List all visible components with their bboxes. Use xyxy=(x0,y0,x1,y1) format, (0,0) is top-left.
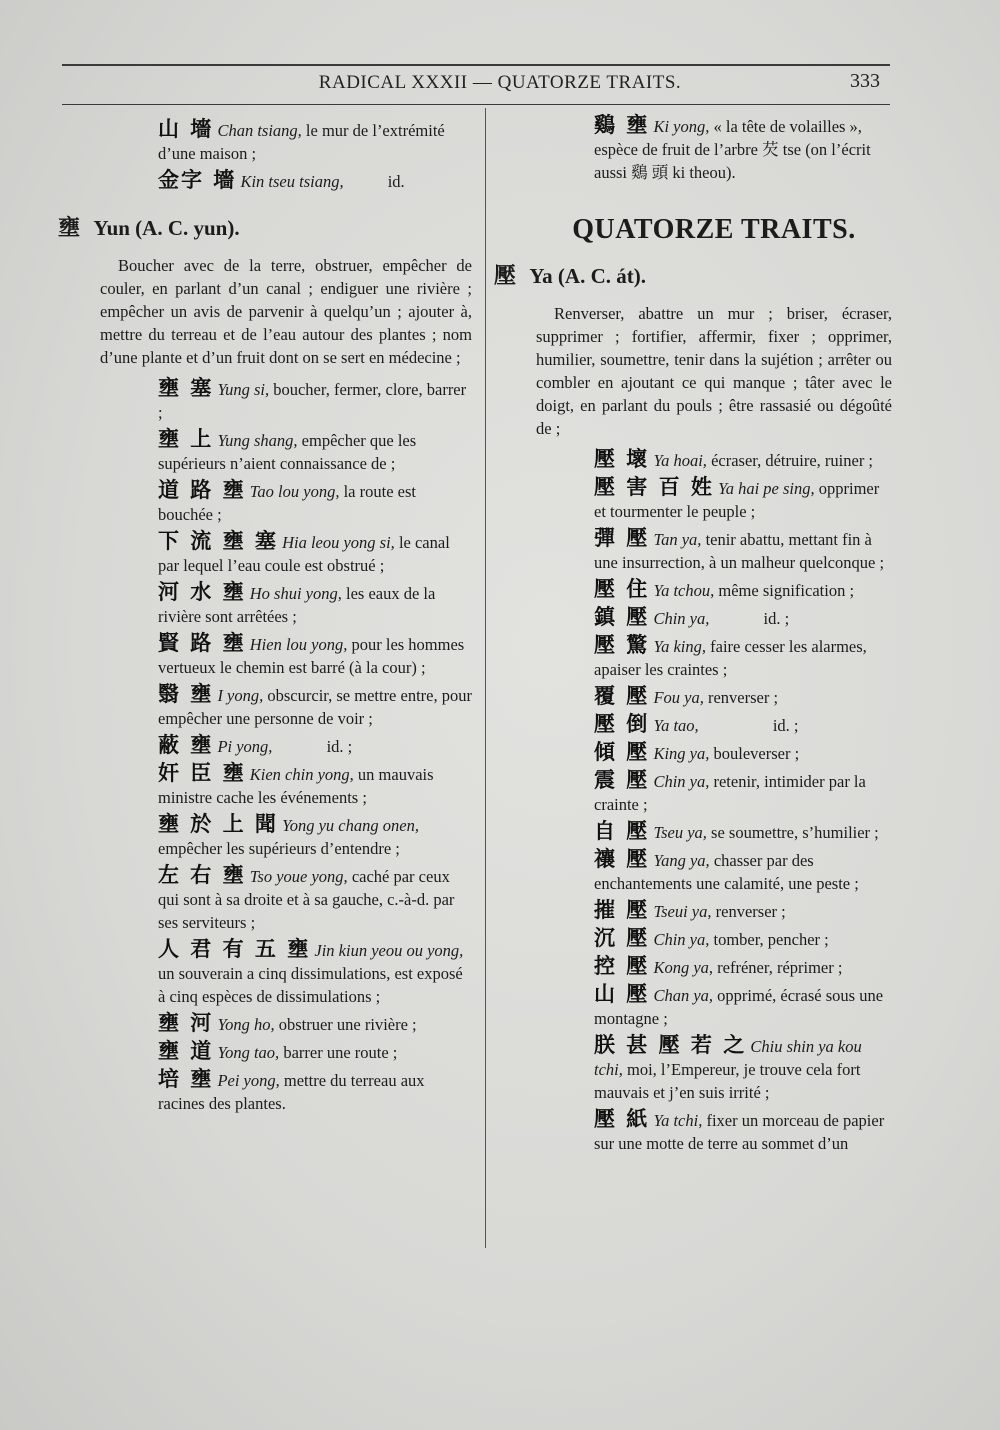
dictionary-entry xyxy=(100,938,472,1008)
dictionary-entry xyxy=(100,632,472,679)
dictionary-entry xyxy=(100,377,472,424)
entry-meaning: id. ; xyxy=(763,609,790,628)
headword-definition: Renverser, abattre un mur ; briser, écraser, supprimer ; fortifier, affermir, fixer ; opprimer, humilier, soumettre, tenir dans la sujétion ; arrêter ou combler en ajoutant ce qui manque ; tâter avec le doigt, en parlant du pouls ; être rassasié ou dégoûté de ; xyxy=(536,304,892,438)
dictionary-entry xyxy=(100,1012,472,1036)
entry-romanization: Chin ya, xyxy=(653,930,710,949)
entry-romanization: Kong ya, xyxy=(653,958,714,977)
entry-chinese: 賢 路 壅 xyxy=(158,631,246,655)
entry-meaning: refréner, réprimer ; xyxy=(717,958,843,977)
entry-romanization: Ki yong, xyxy=(653,117,710,136)
entry-chinese: 山 壓 xyxy=(594,982,650,1006)
entry-meaning: id. ; xyxy=(772,716,799,735)
dictionary-entry xyxy=(100,1068,472,1115)
entry-romanization: Ya tchou, xyxy=(653,581,715,600)
dictionary-entry xyxy=(100,734,472,758)
entry-chinese: 壓 紙 xyxy=(594,1107,650,1131)
entry-chinese: 傾 壓 xyxy=(594,740,650,764)
dictionary-entry xyxy=(100,813,472,860)
dictionary-entry xyxy=(536,741,892,765)
dictionary-entry xyxy=(100,762,472,809)
entry-romanization: Tao lou yong, xyxy=(249,482,340,501)
entry-chinese: 鎮 壓 xyxy=(594,605,650,629)
entry-romanization: Chin ya, xyxy=(653,772,710,791)
entry-romanization: Yung shang, xyxy=(217,431,298,450)
entry-meaning: retenir, intimider par la crainte ; xyxy=(594,772,866,814)
entry-chinese: 壓 壞 xyxy=(594,447,650,471)
headword-text: Yun (A. C. yun). xyxy=(93,216,240,240)
entry-meaning: faire cesser les alarmes, apaiser les craintes ; xyxy=(594,637,867,679)
entry-chinese: 壓 住 xyxy=(594,577,650,601)
dictionary-entry xyxy=(536,769,892,816)
entry-meaning: un mauvais ministre cache les événements ; xyxy=(158,765,434,807)
dictionary-entry xyxy=(536,713,892,737)
entry-romanization: Yong ho, xyxy=(217,1015,275,1034)
dictionary-entry xyxy=(536,983,892,1030)
entry-meaning: obstruer une rivière ; xyxy=(278,1015,417,1034)
entry-meaning: le mur de l’extrémité d’une maison ; xyxy=(158,121,445,163)
entry-chinese: 鷄 壅 xyxy=(594,113,650,137)
entry-meaning: même signification ; xyxy=(718,581,855,600)
entry-meaning: renverser ; xyxy=(707,688,779,707)
entry-meaning: renverser ; xyxy=(715,902,786,921)
dictionary-entry xyxy=(536,578,892,602)
entry-romanization: Tseu ya, xyxy=(653,823,707,842)
entry-chinese: 下 流 壅 塞 xyxy=(158,529,278,553)
entry-chinese: 壅 道 xyxy=(158,1039,214,1063)
dictionary-entry xyxy=(536,685,892,709)
entry-chinese: 摧 壓 xyxy=(594,898,650,922)
entry-chinese: 山 墻 xyxy=(158,117,214,141)
entry-meaning: empêcher les supérieurs d’entendre ; xyxy=(158,839,400,858)
entry-romanization: Ya hoai, xyxy=(653,451,707,470)
dictionary-entry xyxy=(100,530,472,577)
entry-meaning: empêcher que les supérieurs n’aient connaissance de ; xyxy=(158,431,417,473)
entry-romanization: Tso youe yong, xyxy=(249,867,348,886)
entry-meaning: caché par ceux qui sont à sa droite et à sa gauche, c.-à-d. par ses serviteurs ; xyxy=(158,867,455,932)
dictionary-entry xyxy=(100,1040,472,1064)
entry-chinese: 壓 倒 xyxy=(594,712,650,736)
entry-romanization: Chin ya, xyxy=(653,609,710,628)
entry-romanization: Ya tao, xyxy=(653,716,699,735)
entry-chinese: 壅 上 xyxy=(158,427,214,451)
entry-chinese: 震 壓 xyxy=(594,768,650,792)
entry-chinese: 人 君 有 五 壅 xyxy=(158,937,311,961)
entry-romanization: Pi yong, xyxy=(217,737,273,756)
entry-meaning: pour les hommes vertueux le chemin est barré (à la cour) ; xyxy=(158,635,465,677)
entry-meaning: chasser par des enchantements une calamité, une peste ; xyxy=(594,851,859,893)
right-column xyxy=(494,113,892,1159)
entry-romanization: Jin kiun yeou ou yong, xyxy=(314,941,464,960)
header-rule-top xyxy=(62,64,890,66)
entry-meaning: tenir abattu, mettant fin à une insurrection, à un malheur quelconque ; xyxy=(594,530,885,572)
entry-romanization: Ya tchi, xyxy=(653,1111,703,1130)
section-title: QUATORZE TRAITS. xyxy=(572,214,856,245)
dictionary-entry xyxy=(100,864,472,934)
entry-meaning: fixer un morceau de papier sur une motte de terre au sommet d’un xyxy=(594,1111,885,1153)
dictionary-entry xyxy=(100,169,472,193)
entry-romanization: Tseui ya, xyxy=(653,902,712,921)
entry-romanization: Hien lou yong, xyxy=(249,635,348,654)
headword-text: Ya (A. C. át). xyxy=(529,264,646,288)
entry-romanization: Pei yong, xyxy=(217,1071,280,1090)
entry-chinese: 左 右 壅 xyxy=(158,863,246,887)
entry-chinese: 金字 墻 xyxy=(158,168,237,192)
dictionary-entry xyxy=(536,848,892,895)
entry-romanization: Hia leou yong si, xyxy=(282,533,395,552)
left-column xyxy=(58,117,472,1119)
entry-romanization: Ho shui yong, xyxy=(249,584,342,603)
dictionary-entry xyxy=(536,606,892,630)
headword-chinese: 壅 xyxy=(58,216,81,241)
headword xyxy=(58,217,472,240)
entry-chinese: 控 壓 xyxy=(594,954,650,978)
entry-meaning: le canal par lequel l’eau coule est obstrué ; xyxy=(158,533,450,575)
entry-romanization: Chan tsiang, xyxy=(217,121,302,140)
entry-meaning: un souverain a cinq dissimulations, est exposé à cinq espèces de dissimulations ; xyxy=(158,964,463,1006)
entry-meaning: barrer une route ; xyxy=(283,1043,398,1062)
entry-chinese: 彈 壓 xyxy=(594,526,650,550)
dictionary-entry xyxy=(536,448,892,472)
entry-meaning: id. ; xyxy=(326,737,353,756)
entry-romanization: Yong tao, xyxy=(217,1043,280,1062)
dictionary-entry xyxy=(536,114,892,184)
dictionary-entry xyxy=(100,581,472,628)
entry-romanization: Kien chin yong, xyxy=(249,765,354,784)
entry-romanization: Chan ya, xyxy=(653,986,714,1005)
entry-chinese: 翳 壅 xyxy=(158,682,214,706)
headword-definition: Boucher avec de la terre, obstruer, empêcher de couler, en parlant d’un canal ; endiguer une rivière ; empêcher un avis de parvenir à quelqu’un ; ajouter à, mettre du terreau et de l’eau autour des plantes ; nom d’une plante et d’un fruit dont on se sert en médecine ; xyxy=(100,256,472,367)
entry-romanization: I yong, xyxy=(217,686,264,705)
entry-meaning: moi, l’Empereur, je trouve cela fort mauvais et j’en suis irrité ; xyxy=(594,1060,861,1102)
entry-romanization: Ya king, xyxy=(653,637,707,656)
entry-chinese: 蔽 壅 xyxy=(158,733,214,757)
entry-meaning: les eaux de la rivière sont arrêtées ; xyxy=(158,584,436,626)
entry-meaning: tomber, pencher ; xyxy=(713,930,829,949)
entry-chinese: 奸 臣 壅 xyxy=(158,761,246,785)
entry-chinese: 自 壓 xyxy=(594,819,650,843)
entry-meaning: mettre du terreau aux racines des plantes. xyxy=(158,1071,425,1113)
dictionary-entry xyxy=(536,899,892,923)
page-number: 333 xyxy=(850,70,880,92)
entry-meaning: id. xyxy=(387,172,405,191)
entry-romanization: Yang ya, xyxy=(653,851,710,870)
running-header: RADICAL XXXII — QUATORZE TRAITS. xyxy=(318,72,682,93)
entry-chinese: 壅 於 上 聞 xyxy=(158,812,278,836)
headword-chinese: 壓 xyxy=(494,264,517,289)
dictionary-entry xyxy=(536,1108,892,1155)
dictionary-entry xyxy=(536,955,892,979)
dictionary-entry xyxy=(100,683,472,730)
entry-meaning: bouleverser ; xyxy=(713,744,800,763)
entry-romanization: Yung si, xyxy=(217,380,270,399)
entry-chinese: 壅 河 xyxy=(158,1011,214,1035)
entry-meaning: boucher, fermer, clore, barrer ; xyxy=(158,380,467,422)
dictionary-entry xyxy=(100,118,472,165)
dictionary-entry xyxy=(536,476,892,523)
column-divider xyxy=(485,108,486,1248)
entry-romanization: Chiu shin ya kou tchi, xyxy=(594,1037,862,1079)
dictionary-entry xyxy=(100,428,472,475)
entry-romanization: Tan ya, xyxy=(653,530,702,549)
entry-romanization: Fou ya, xyxy=(653,688,704,707)
entry-chinese: 覆 壓 xyxy=(594,684,650,708)
dictionary-entry xyxy=(536,527,892,574)
dictionary-entry xyxy=(100,479,472,526)
entry-chinese: 壓 害 百 姓 xyxy=(594,475,714,499)
headword xyxy=(494,265,892,288)
entry-romanization: Kin tseu tsiang, xyxy=(240,172,344,191)
entry-meaning: la route est bouchée ; xyxy=(158,482,416,524)
entry-romanization: King ya, xyxy=(653,744,710,763)
entry-meaning: « la tête de volailles », espèce de fruit de l’arbre 芡 tse (on l’écrit aussi 鷄 頭 ki theou). xyxy=(594,117,871,182)
entry-meaning: obscurcir, se mettre entre, pour empêcher une personne de voir ; xyxy=(158,686,472,728)
dictionary-entry xyxy=(536,1034,892,1104)
dictionary-entry xyxy=(536,820,892,844)
dictionary-entry xyxy=(536,927,892,951)
header-rule-bottom xyxy=(62,104,890,105)
entry-meaning: se soumettre, s’humilier ; xyxy=(711,823,879,842)
dictionary-entry xyxy=(536,634,892,681)
entry-chinese: 沉 壓 xyxy=(594,926,650,950)
entry-romanization: Ya hai pe sing, xyxy=(718,479,815,498)
entry-chinese: 朕 甚 壓 若 之 xyxy=(594,1033,747,1057)
entry-romanization: Yong yu chang onen, xyxy=(282,816,419,835)
entry-chinese: 壅 塞 xyxy=(158,376,214,400)
entry-chinese: 道 路 壅 xyxy=(158,478,246,502)
entry-chinese: 河 水 壅 xyxy=(158,580,246,604)
entry-chinese: 禳 壓 xyxy=(594,847,650,871)
entry-meaning: opprimer et tourmenter le peuple ; xyxy=(594,479,880,521)
entry-meaning: écraser, détruire, ruiner ; xyxy=(711,451,874,470)
entry-meaning: opprimé, écrasé sous une montagne ; xyxy=(594,986,884,1028)
entry-chinese: 壓 驚 xyxy=(594,633,650,657)
entry-chinese: 培 壅 xyxy=(158,1067,214,1091)
